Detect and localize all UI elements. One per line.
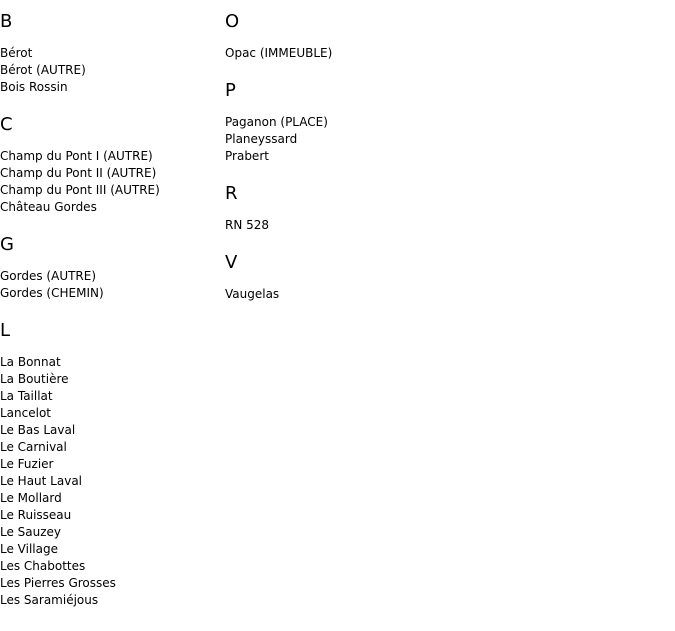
place-link[interactable]: Paganon (PLACE)	[225, 115, 328, 129]
left-column	[0, 0, 225, 609]
place-link[interactable]: La Boutière	[0, 372, 69, 386]
letter-group-p	[225, 62, 665, 165]
letter-group-v	[225, 234, 665, 303]
place-link[interactable]: Champ du Pont III (AUTRE)	[0, 183, 160, 197]
letter-group-g	[0, 216, 225, 302]
place-link[interactable]: Le Fuzier	[0, 457, 54, 471]
place-link[interactable]: Champ du Pont I (AUTRE)	[0, 149, 153, 163]
place-list	[0, 354, 225, 609]
place-list	[0, 45, 225, 96]
letter-heading: P	[225, 80, 236, 101]
place-link[interactable]: Bois Rossin	[0, 80, 68, 94]
place-link[interactable]: Bérot	[0, 46, 33, 60]
place-list	[0, 148, 225, 216]
place-link[interactable]: Champ du Pont II (AUTRE)	[0, 166, 157, 180]
place-link[interactable]: Les Pierres Grosses	[0, 576, 116, 590]
place-link[interactable]: Planeyssard	[225, 132, 298, 146]
place-link[interactable]: Le Haut Laval	[0, 474, 83, 488]
letter-heading: L	[0, 320, 11, 341]
letter-heading: B	[0, 11, 13, 32]
letter-group-o	[225, 0, 665, 62]
letter-group-c	[0, 96, 225, 216]
letter-group-r	[225, 165, 665, 234]
place-link[interactable]: Le Mollard	[0, 491, 62, 505]
right-column	[225, 0, 665, 303]
place-link[interactable]: Opac (IMMEUBLE)	[225, 46, 333, 60]
place-link[interactable]: La Bonnat	[0, 355, 61, 369]
place-list	[225, 114, 665, 165]
letter-group-l	[0, 302, 225, 609]
place-link[interactable]: Le Village	[0, 542, 58, 556]
place-list	[225, 286, 665, 303]
place-link[interactable]: RN 528	[225, 218, 270, 232]
letter-heading: O	[225, 11, 240, 32]
letter-heading: R	[225, 183, 238, 204]
letter-group-b	[0, 0, 225, 96]
place-link[interactable]: Le Carnival	[0, 440, 67, 454]
place-link[interactable]: Les Saramiéjous	[0, 593, 99, 607]
place-link[interactable]: Bérot (AUTRE)	[0, 63, 86, 77]
place-link[interactable]: Le Sauzey	[0, 525, 62, 539]
place-link[interactable]: Château Gordes	[0, 200, 97, 214]
place-link[interactable]: Lancelot	[0, 406, 52, 420]
letter-heading: G	[0, 234, 14, 255]
place-link[interactable]: Prabert	[225, 149, 269, 163]
place-list	[0, 268, 225, 302]
place-link[interactable]: Gordes (CHEMIN)	[0, 286, 104, 300]
place-link[interactable]: Les Chabottes	[0, 559, 86, 573]
place-link[interactable]: Gordes (AUTRE)	[0, 269, 97, 283]
place-link[interactable]: Vaugelas	[225, 287, 280, 301]
place-list	[225, 45, 665, 62]
place-link[interactable]: Le Bas Laval	[0, 423, 76, 437]
letter-heading: V	[225, 252, 238, 273]
place-link[interactable]: Le Ruisseau	[0, 508, 72, 522]
place-list	[225, 217, 665, 234]
place-link[interactable]: La Taillat	[0, 389, 53, 403]
letter-heading: C	[0, 114, 13, 135]
